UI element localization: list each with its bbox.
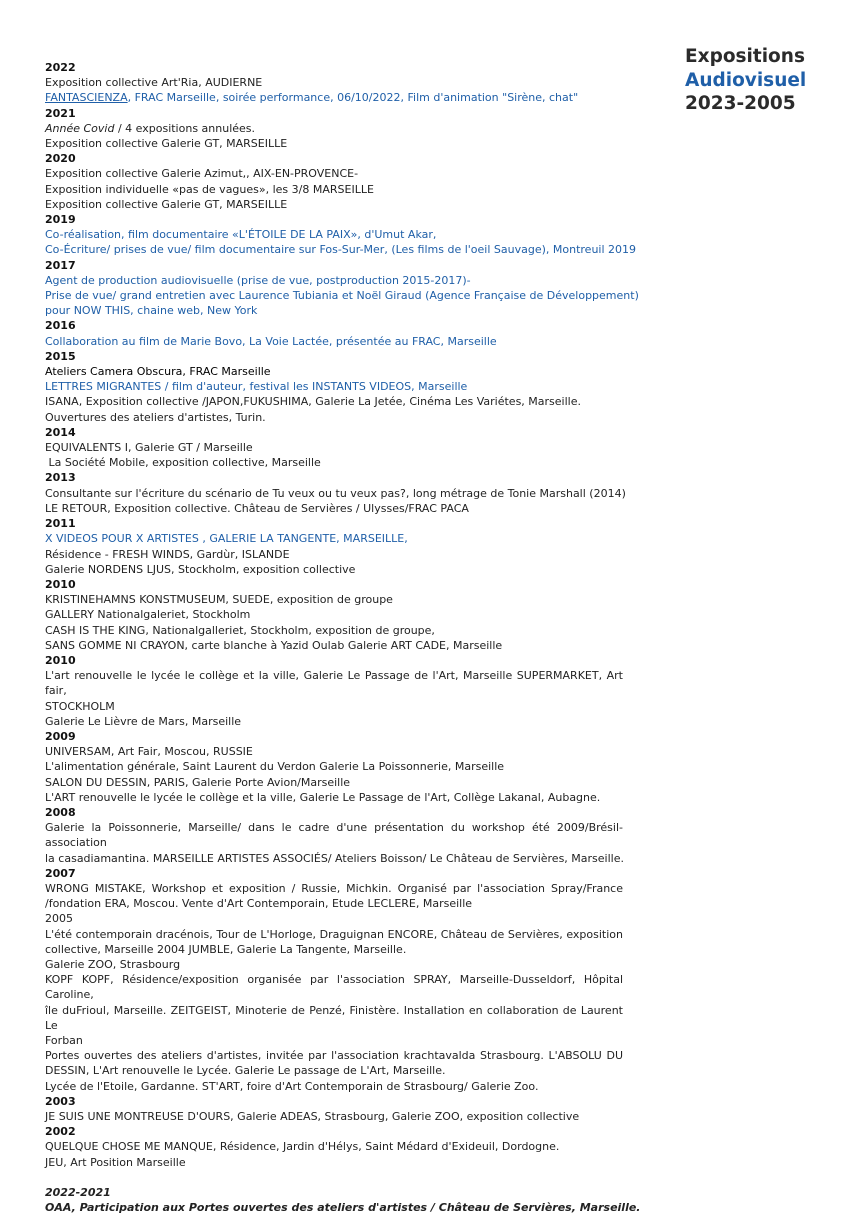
entry-text: , FRAC Marseille, soirée performance, 06/10/2022, Film d'animation "Sirène, chat" <box>127 91 579 105</box>
entry-line: Exposition collective Galerie GT, MARSEILLE <box>45 137 288 151</box>
side-title <box>685 45 806 116</box>
entry-line: Exposition collective Galerie GT, MARSEILLE <box>45 197 288 211</box>
entry-line: Galerie la Poissonnerie, Marseille/ dans le cadre d'une présentation du workshop été 2009/Brésil- association <box>45 821 623 850</box>
year-heading: 2013 <box>45 471 76 485</box>
entry-line: Ouvertures des ateliers d'artistes, Turin. <box>45 410 266 424</box>
entry-line: L'alimentation générale, Saint Laurent du Verdon Galerie La Poissonnerie, Marseille <box>45 760 505 774</box>
audiovisual-entry: Prise de vue/ grand entretien avec Laurence Tubiania et Noël Giraud (Agence Française de Développement) <box>45 289 639 303</box>
entry-line: Galerie ZOO, Strasbourg <box>45 957 181 971</box>
entry-line: KOPF KOPF, Résidence/exposition organisée par l'association SPRAY, Marseille-Dusseldorf, Hôpital Caroline, <box>45 973 623 1002</box>
entry-line: QUELQUE CHOSE ME MANQUE, Résidence, Jardin d'Hélys, Saint Médard d'Exideuil, Dordogne. <box>45 1140 560 1154</box>
year-heading: 2016 <box>45 319 76 333</box>
entry-line: Résidence - FRESH WINDS, Gardùr, ISLANDE <box>45 547 290 561</box>
entry-line: Forban <box>45 1034 83 1047</box>
side-title-expositions: Expositions <box>685 46 805 67</box>
spacer <box>45 1170 623 1185</box>
year-heading: 2008 <box>45 805 76 819</box>
entry-line: L'ART renouvelle le lycée le collège et la ville, Galerie Le Passage de l'Art, Collège Lakanal, Aubagne. <box>45 790 601 804</box>
year-heading: 2007 <box>45 866 76 880</box>
year-heading: 2002 <box>45 1125 76 1139</box>
entry-line: JEU, Art Position Marseille <box>45 1155 186 1169</box>
entry-line: Lycée de l'Etoile, Gardanne. ST'ART, foire d'Art Contemporain de Strasbourg/ Galerie Zoo. <box>45 1079 539 1093</box>
entry-line <box>45 121 623 136</box>
audiovisual-entry: X VIDEOS POUR X ARTISTES , GALERIE LA TANGENTE, MARSEILLE, <box>45 532 408 546</box>
entry-line: Galerie NORDENS LJUS, Stockholm, exposition collective <box>45 562 356 576</box>
year-heading: 2009 <box>45 729 76 743</box>
entry-line: SANS GOMME NI CRAYON, carte blanche à Yazid Oulab Galerie ART CADE, Marseille <box>45 638 503 652</box>
audiovisual-entry: pour NOW THIS, chaine web, New York <box>45 304 258 318</box>
entry-line: Portes ouvertes des ateliers d'artistes, invitée par l'association krachtavalda Strasbourg. L'ABSOLU DU <box>45 1049 623 1063</box>
entry-line: Ateliers Camera Obscura, FRAC Marseille <box>45 365 271 379</box>
entry-line: CASH IS THE KING, Nationalgalleriet, Stockholm, exposition de groupe, <box>45 623 435 637</box>
audiovisual-entry: Collaboration au film de Marie Bovo, La Voie Lactée, présentée au FRAC, Marseille <box>45 334 497 348</box>
year-heading: 2011 <box>45 517 76 531</box>
year-label: 2005 <box>45 912 73 926</box>
year-heading: 2010 <box>45 577 76 591</box>
entry-line: SALON DU DESSIN, PARIS, Galerie Porte Avion/Marseille <box>45 775 351 789</box>
year-heading: 2015 <box>45 349 76 363</box>
audiovisual-entry: Agent de production audiovisuelle (prise de vue, postproduction 2015-2017)- <box>45 273 471 287</box>
entry-line: DESSIN, L'Art renouvelle le Lycée. Galerie Le passage de L'Art, Marseille. <box>45 1064 446 1078</box>
year-heading: 2021 <box>45 106 76 120</box>
year-heading: 2020 <box>45 152 76 166</box>
entry-line: /fondation ERA, Moscou. Vente d'Art Contemporain, Etude LECLERE, Marseille <box>45 897 473 911</box>
exhibition-list <box>45 60 641 1215</box>
year-heading: 2017 <box>45 258 76 272</box>
entry-line: L'été contemporain dracénois, Tour de L'Horloge, Draguignan ENCORE, Château de Servières, exposition <box>45 927 623 941</box>
entry-line: île duFrioul, Marseille. ZEITGEIST, Minoterie de Penzé, Finistère. Installation en collaboration de Laurent Le <box>45 1003 623 1032</box>
entry-line-with-link <box>45 90 623 105</box>
audiovisual-entry: Co-Écriture/ prises de vue/ film documentaire sur Fos-Sur-Mer, (Les films de l'oeil Sauvage), Montreuil 2019 <box>45 243 637 257</box>
entry-line: Consultante sur l'écriture du scénario de Tu veux ou tu veux pas?, long métrage de Tonie Marshall (2014) <box>45 486 626 500</box>
entry-line: STOCKHOLM <box>45 699 115 713</box>
covid-year-label: Année Covid <box>45 121 115 135</box>
entry-line: GALLERY Nationalgaleriet, Stockholm <box>45 608 251 622</box>
entry-line: ISANA, Exposition collective /JAPON,FUKUSHIMA, Galerie La Jetée, Cinéma Les Variétes, Marseille. <box>45 395 581 409</box>
year-heading: 2003 <box>45 1094 76 1108</box>
entry-line: Exposition collective Art'Ria, AUDIERNE <box>45 76 263 90</box>
oaa-entry: OAA, Participation aux Portes ouvertes des ateliers d'artistes / Château de Servières, Marseille. <box>45 1201 641 1215</box>
entry-line: EQUIVALENTS I, Galerie GT / Marseille <box>45 441 253 455</box>
entry-line: L'art renouvelle le lycée le collège et la ville, Galerie Le Passage de l'Art, Marseille SUPERMARKET, Art fair, <box>45 669 623 698</box>
entry-line: KRISTINEHAMNS KONSTMUSEUM, SUEDE, exposition de groupe <box>45 593 393 607</box>
entry-line: Exposition collective Galerie Azimut,, AIX-EN-PROVENCE- <box>45 167 359 181</box>
year-heading: 2022 <box>45 61 76 74</box>
side-title-years: 2023-2005 <box>685 93 796 114</box>
audiovisual-entry: LETTRES MIGRANTES / film d'auteur, festival les INSTANTS VIDEOS, Marseille <box>45 380 468 394</box>
entry-line: La Société Mobile, exposition collective, Marseille <box>45 456 321 470</box>
entry-line: Exposition individuelle «pas de vagues», les 3/8 MARSEILLE <box>45 182 374 196</box>
entry-line: JE SUIS UNE MONTREUSE D'OURS, Galerie ADEAS, Strasbourg, Galerie ZOO, exposition collective <box>45 1110 580 1124</box>
entry-line: LE RETOUR, Exposition collective. Château de Servières / Ulysses/FRAC PACA <box>45 501 469 515</box>
entry-line: UNIVERSAM, Art Fair, Moscou, RUSSIE <box>45 745 253 759</box>
year-heading: 2014 <box>45 425 76 439</box>
year-heading: 2010 <box>45 653 76 667</box>
entry-line: WRONG MISTAKE, Workshop et exposition / Russie, Michkin. Organisé par l'association Spray/France <box>45 881 623 895</box>
entry-text: / 4 expositions annulées. <box>114 121 256 135</box>
period-heading: 2022-2021 <box>45 1185 111 1199</box>
entry-line: Galerie Le Lièvre de Mars, Marseille <box>45 714 242 728</box>
audiovisual-entry: Co-réalisation, film documentaire «L'ÉTOILE DE LA PAIX», d'Umut Akar, <box>45 228 437 242</box>
fantascienza-link[interactable]: FANTASCIENZA <box>45 91 128 105</box>
side-title-audiovisuel: Audiovisuel <box>685 69 807 91</box>
entry-line: la casadiamantina. MARSEILLE ARTISTES ASSOCIÉS/ Ateliers Boisson/ Le Château de Servières, Marseille. <box>45 851 624 865</box>
entry-line: collective, Marseille 2004 JUMBLE, Galerie La Tangente, Marseille. <box>45 942 407 956</box>
year-heading: 2019 <box>45 213 76 227</box>
